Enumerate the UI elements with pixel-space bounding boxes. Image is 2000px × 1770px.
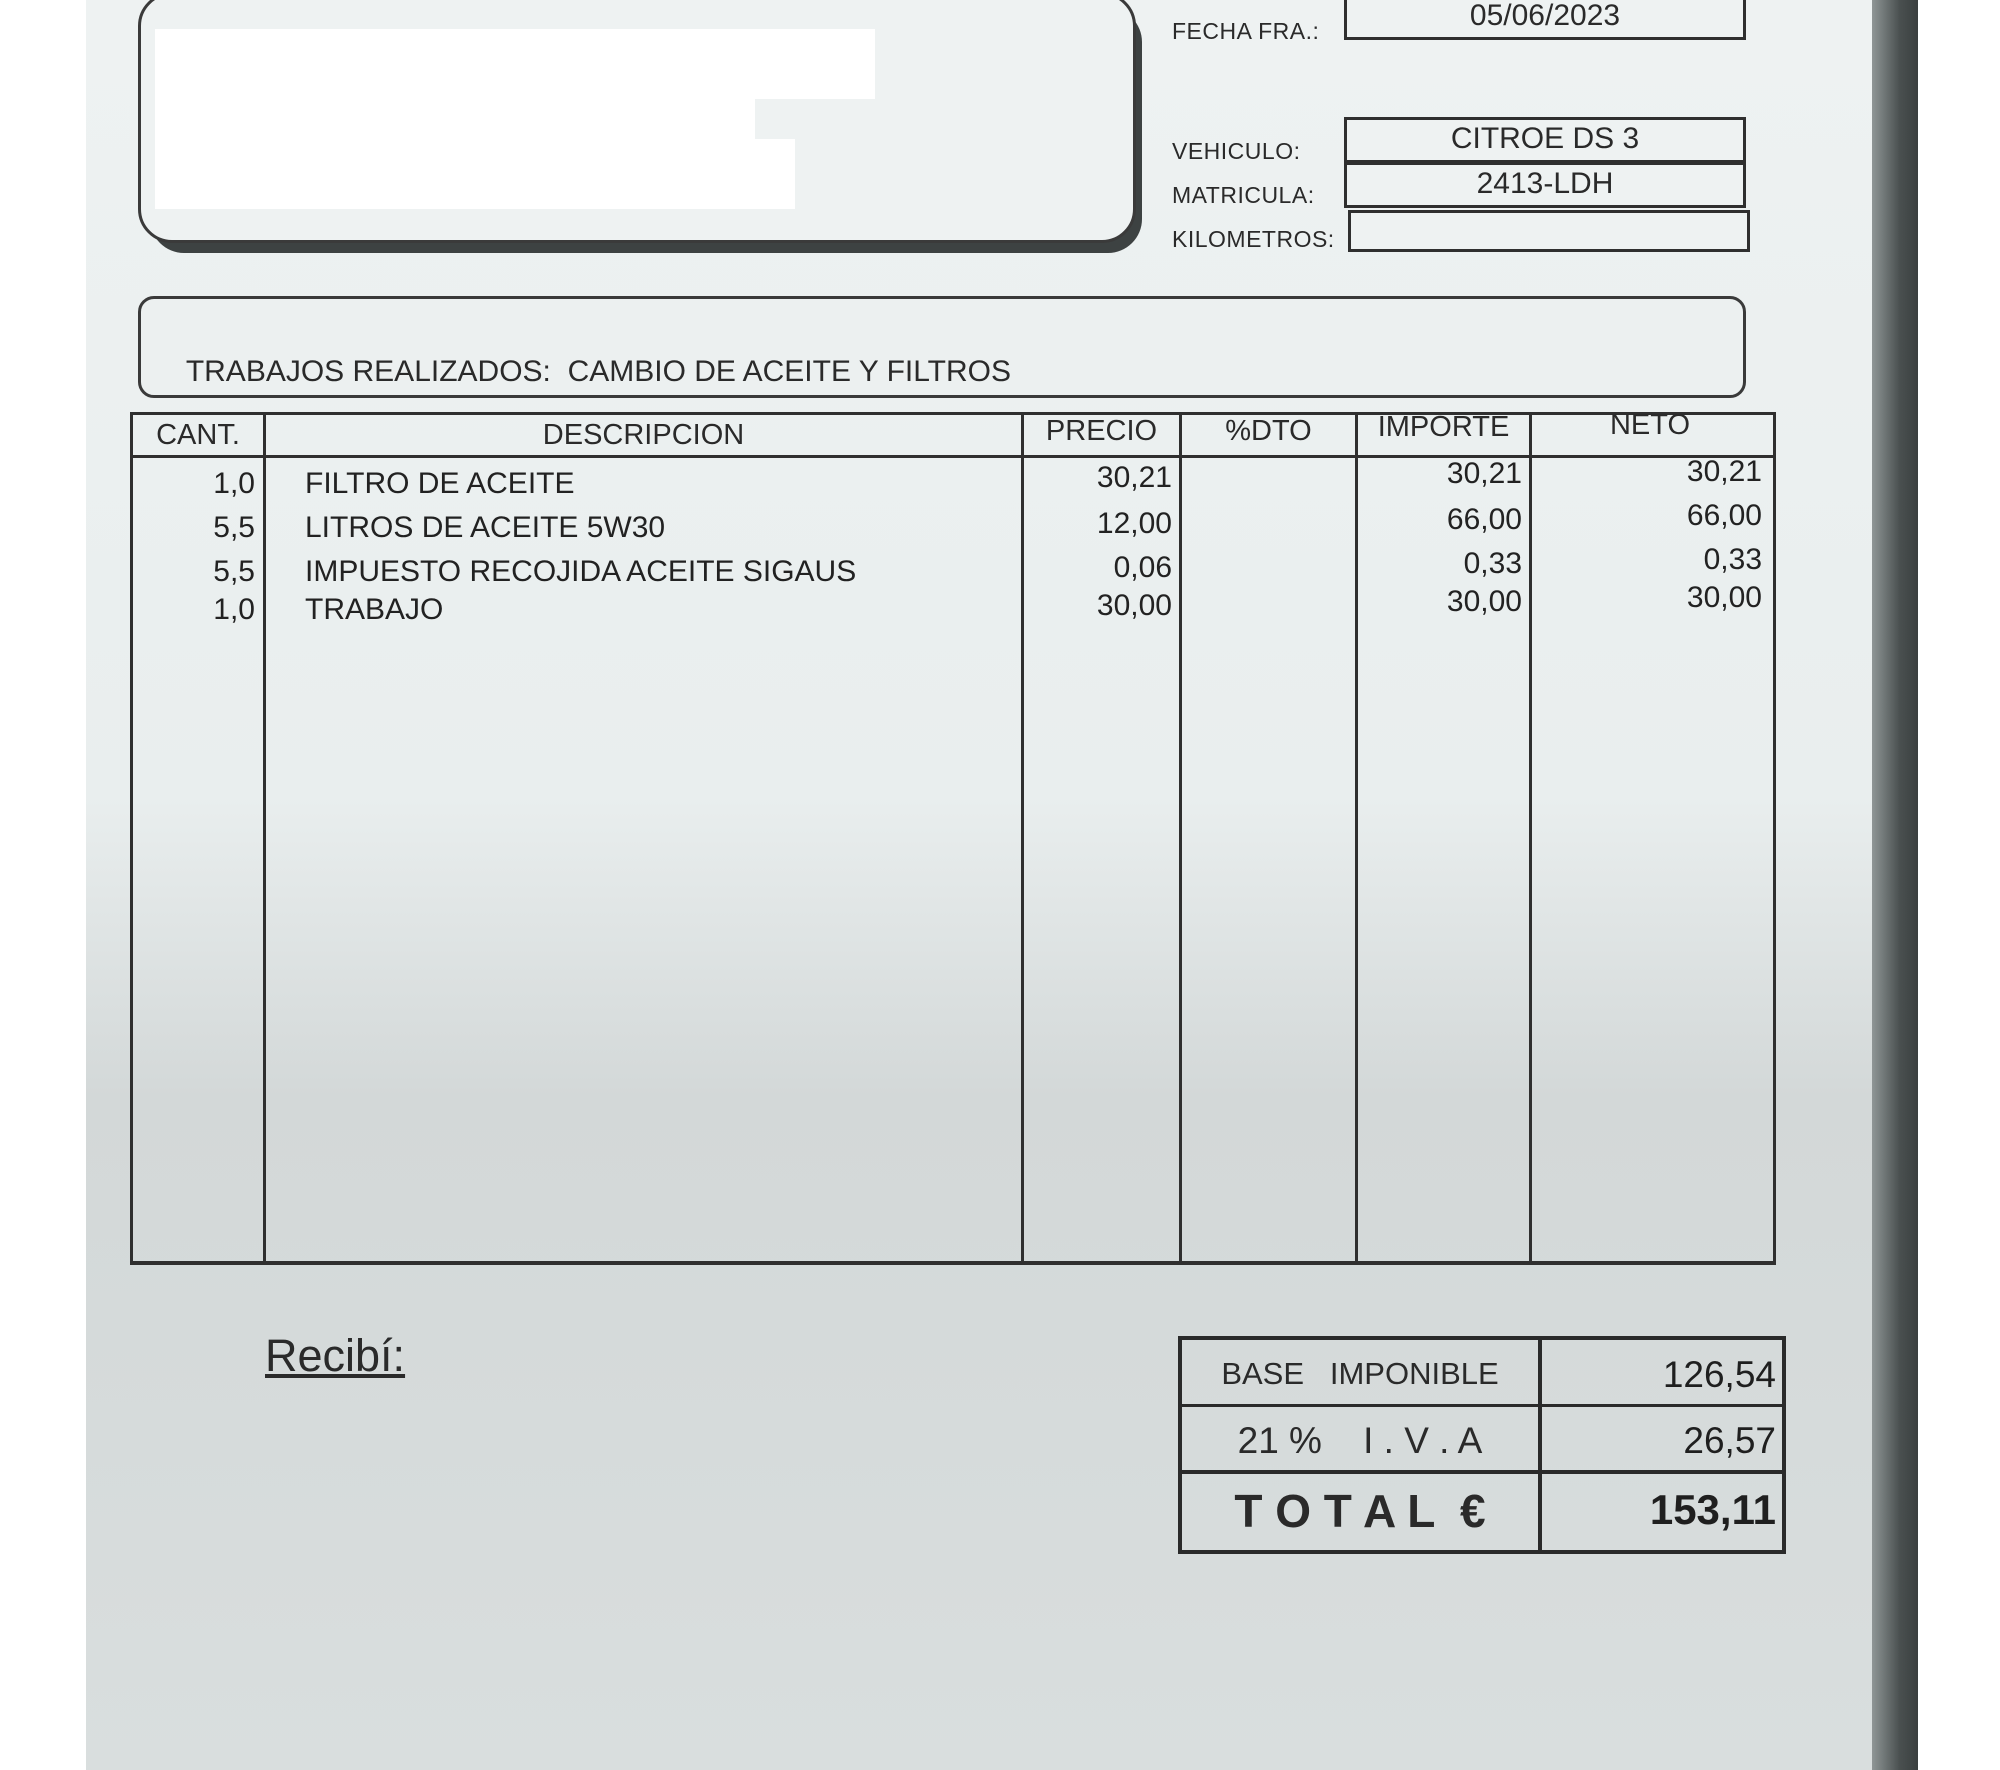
recibi-label: Recibí:	[265, 1330, 406, 1381]
totals-divider	[1538, 1340, 1542, 1550]
row-importe: 30,21	[1446, 457, 1522, 490]
vehiculo-value: CITROE DS 3	[1344, 117, 1746, 163]
trabajos-label: TRABAJOS REALIZADOS:	[185, 355, 551, 388]
row-importe: 0,33	[1463, 547, 1522, 580]
total-value: 153,11	[1649, 1486, 1776, 1533]
row-descripcion: IMPUESTO RECOJIDA ACEITE SIGAUS	[305, 555, 857, 588]
column-divider	[1179, 415, 1182, 1261]
redaction-block	[155, 29, 875, 99]
iva-label: 21 % I . V . A	[1237, 1420, 1483, 1461]
col-header-cant: CANT.	[156, 419, 240, 451]
col-header-neto: NETO	[1609, 409, 1691, 441]
column-divider	[263, 415, 266, 1261]
trabajos-value: CAMBIO DE ACEITE Y FILTROS	[567, 355, 1012, 388]
row-descripcion: LITROS DE ACEITE 5W30	[305, 511, 666, 544]
matricula-label: MATRICULA:	[1172, 182, 1315, 208]
total-label: T O T A L €	[1234, 1485, 1486, 1537]
row-cant: 5,5	[213, 555, 255, 588]
totals-divider	[1182, 1470, 1782, 1474]
row-precio: 30,00	[1096, 589, 1172, 622]
sheet-shadow-edge	[1872, 0, 1918, 1770]
trabajos-line	[153, 321, 1011, 423]
col-header-precio: PRECIO	[1045, 415, 1158, 447]
row-descripcion: FILTRO DE ACEITE	[305, 467, 575, 500]
column-divider	[1529, 415, 1532, 1261]
row-precio: 30,21	[1096, 461, 1172, 494]
col-header-dto: %DTO	[1225, 415, 1312, 447]
row-importe: 66,00	[1446, 503, 1522, 536]
row-neto: 30,21	[1686, 455, 1762, 488]
row-descripcion: TRABAJO	[305, 593, 444, 626]
redaction-block	[155, 93, 755, 143]
row-importe: 30,00	[1446, 585, 1522, 618]
matricula-value: 2413-LDH	[1344, 162, 1746, 208]
row-cant: 1,0	[213, 467, 255, 500]
row-precio: 0,06	[1113, 551, 1172, 584]
kilometros-label: KILOMETROS:	[1172, 226, 1335, 252]
totals-box	[1178, 1336, 1786, 1554]
column-divider	[1355, 415, 1358, 1261]
row-neto: 0,33	[1703, 543, 1762, 576]
header-divider	[133, 455, 1773, 458]
iva-value: 26,57	[1683, 1420, 1776, 1461]
column-divider	[1021, 415, 1024, 1261]
kilometros-value	[1348, 210, 1750, 252]
fecha-value: 05/06/2023	[1344, 0, 1746, 40]
row-cant: 1,0	[213, 593, 255, 626]
row-precio: 12,00	[1096, 507, 1172, 540]
line-items-table	[130, 409, 1776, 1265]
trabajos-realizados-box	[138, 296, 1746, 398]
row-cant: 5,5	[213, 511, 255, 544]
fecha-label: FECHA FRA.:	[1172, 18, 1320, 44]
redaction-block	[155, 139, 795, 209]
base-imponible-value: 126,54	[1662, 1354, 1776, 1395]
vehiculo-label: VEHICULO:	[1172, 138, 1301, 164]
totals-divider	[1182, 1404, 1782, 1407]
col-header-descripcion: DESCRIPCION	[542, 419, 745, 451]
row-neto: 30,00	[1686, 581, 1762, 614]
customer-address-box	[138, 0, 1136, 243]
base-imponible-label: BASE IMPONIBLE	[1221, 1356, 1499, 1391]
row-neto: 66,00	[1686, 499, 1762, 532]
page-gutter	[1918, 0, 2000, 1770]
col-header-importe: IMPORTE	[1377, 411, 1510, 443]
